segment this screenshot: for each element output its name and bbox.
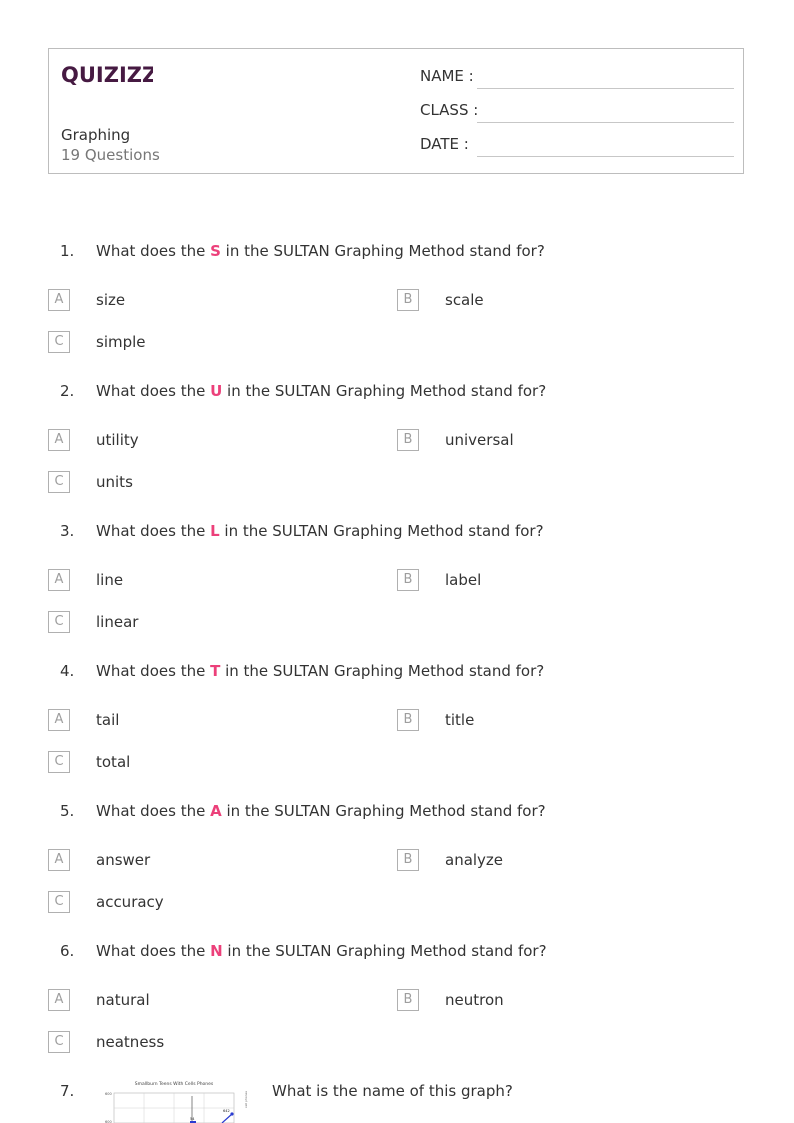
option-letter-box[interactable]: C	[48, 471, 70, 493]
question-text: What is the name of this graph?	[272, 1082, 513, 1100]
option-text: utility	[96, 431, 139, 449]
name-label: NAME :	[420, 67, 474, 85]
quizizz-logo	[61, 61, 153, 93]
option-text: neatness	[96, 1033, 165, 1051]
question-number: 5.	[60, 802, 75, 820]
option-letter-box[interactable]: A	[48, 429, 70, 451]
graph-thumbnail-point-label: 642	[223, 1109, 230, 1113]
question-text: What does the L in the SULTAN Graphing Method stand for?	[96, 522, 544, 540]
option-text: scale	[445, 291, 484, 309]
option-letter-box[interactable]: C	[48, 331, 70, 353]
question-text: What does the U in the SULTAN Graphing Method stand for?	[96, 382, 547, 400]
class-label: CLASS :	[420, 101, 479, 119]
option-text: universal	[445, 431, 514, 449]
option-text: line	[96, 571, 124, 589]
option-text: total	[96, 753, 131, 771]
option-letter-box[interactable]: B	[397, 569, 419, 591]
date-label: DATE :	[420, 135, 469, 153]
option-text: linear	[96, 613, 139, 631]
name-field[interactable]	[420, 67, 734, 91]
svg-text:QUIZIZZ: QUIZIZZ	[61, 63, 153, 87]
option-text: neutron	[445, 991, 504, 1009]
graph-thumbnail-ytick: 600	[105, 1092, 112, 1096]
option-letter-box[interactable]: B	[397, 989, 419, 1011]
option-letter-box[interactable]: B	[397, 429, 419, 451]
date-field[interactable]	[420, 135, 734, 159]
option-text: answer	[96, 851, 151, 869]
option-letter-box[interactable]: B	[397, 849, 419, 871]
question-highlight: U	[210, 382, 223, 400]
option-letter-box[interactable]: A	[48, 569, 70, 591]
graph-thumbnail-line	[222, 1114, 232, 1123]
question-count: 19 Questions	[61, 146, 160, 164]
question-highlight: S	[210, 242, 221, 260]
worksheet-header	[48, 48, 744, 174]
option-letter-box[interactable]: C	[48, 891, 70, 913]
question-number: 7.	[60, 1082, 75, 1100]
option-letter-box[interactable]: A	[48, 289, 70, 311]
question-text: What does the A in the SULTAN Graphing Method stand for?	[96, 802, 546, 820]
question-number: 6.	[60, 942, 75, 960]
graph-thumbnail-point-label: 54	[190, 1117, 195, 1121]
question-number: 2.	[60, 382, 75, 400]
option-letter-box[interactable]: A	[48, 709, 70, 731]
date-line[interactable]	[477, 156, 734, 157]
question-number: 4.	[60, 662, 75, 680]
option-letter-box[interactable]: A	[48, 849, 70, 871]
question-highlight: A	[210, 802, 222, 820]
option-text: natural	[96, 991, 150, 1009]
option-text: title	[445, 711, 475, 729]
option-text: accuracy	[96, 893, 164, 911]
option-text: units	[96, 473, 133, 491]
graph-thumbnail-ytick: 600	[105, 1120, 112, 1123]
question-text: What does the N in the SULTAN Graphing Method stand for?	[96, 942, 547, 960]
worksheet-title: Graphing	[61, 126, 131, 144]
option-text: simple	[96, 333, 146, 351]
option-letter-box[interactable]: C	[48, 1031, 70, 1053]
question-number: 3.	[60, 522, 75, 540]
class-field[interactable]	[420, 101, 734, 125]
name-line[interactable]	[477, 88, 734, 89]
class-line[interactable]	[477, 122, 734, 123]
graph-thumbnail-axis-note: cell phones	[244, 1090, 248, 1108]
question-text: What does the S in the SULTAN Graphing Method stand for?	[96, 242, 545, 260]
question-highlight: T	[210, 662, 221, 680]
question-number: 1.	[60, 242, 75, 260]
option-letter-box[interactable]: B	[397, 709, 419, 731]
graph-thumbnail-point	[230, 1112, 233, 1115]
option-text: tail	[96, 711, 120, 729]
graph-thumbnail-svg	[104, 1078, 250, 1123]
quizizz-logo-mark	[61, 61, 153, 89]
question-highlight: N	[210, 942, 223, 960]
question-text: What does the T in the SULTAN Graphing Method stand for?	[96, 662, 545, 680]
graph-thumbnail	[104, 1078, 250, 1123]
option-letter-box[interactable]: C	[48, 611, 70, 633]
option-letter-box[interactable]: B	[397, 289, 419, 311]
question-highlight: L	[210, 522, 220, 540]
option-text: size	[96, 291, 126, 309]
option-text: label	[445, 571, 482, 589]
option-letter-box[interactable]: A	[48, 989, 70, 1011]
graph-thumbnail-title: Smallburn Teens With Cells Phones	[134, 1082, 214, 1087]
option-letter-box[interactable]: C	[48, 751, 70, 773]
option-text: analyze	[445, 851, 504, 869]
